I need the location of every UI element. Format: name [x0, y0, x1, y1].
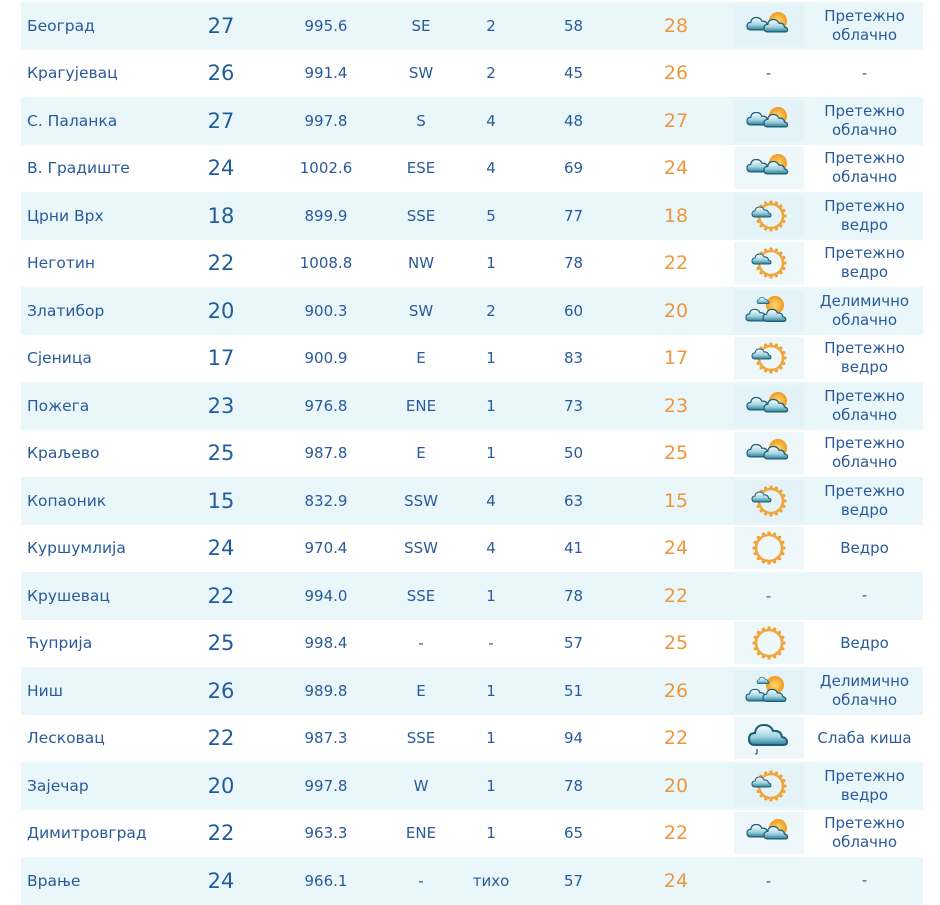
partly-cloudy-icon: [734, 290, 804, 332]
table-row: [21, 810, 923, 858]
feels-like-temperature: 22: [621, 572, 731, 620]
humidity: 51: [526, 667, 621, 715]
table-row: [21, 620, 923, 668]
wind-direction: E: [386, 430, 456, 478]
table-row: [21, 572, 923, 620]
wind-direction: E: [386, 335, 456, 383]
pressure: 994.0: [266, 572, 386, 620]
station-name[interactable]: Пожега: [21, 382, 176, 430]
pressure: 899.9: [266, 192, 386, 240]
temperature: 26: [176, 667, 266, 715]
wind-speed: 4: [456, 477, 526, 525]
mostly-cloudy-icon: [734, 147, 804, 189]
weather-description: Претежно ведро: [806, 477, 923, 525]
weather-description: Претежно ведро: [806, 762, 923, 810]
weather-table: [21, 2, 923, 905]
pressure: 987.3: [266, 715, 386, 763]
mostly-clear-icon: [734, 242, 804, 284]
temperature: 23: [176, 382, 266, 430]
humidity: 63: [526, 477, 621, 525]
humidity: 83: [526, 335, 621, 383]
table-row: [21, 525, 923, 573]
wind-direction: SSE: [386, 572, 456, 620]
weather-description: Претежно ведро: [806, 192, 923, 240]
humidity: 78: [526, 572, 621, 620]
clear-icon: [734, 622, 804, 664]
weather-description: Делимично облачно: [806, 667, 923, 715]
temperature: 22: [176, 715, 266, 763]
table-row: [21, 97, 923, 145]
wind-speed: 1: [456, 240, 526, 288]
weather-icon-cell: [731, 240, 806, 288]
temperature: 25: [176, 430, 266, 478]
wind-direction: ENE: [386, 382, 456, 430]
station-name[interactable]: Ниш: [21, 667, 176, 715]
feels-like-temperature: 17: [621, 335, 731, 383]
temperature: 27: [176, 97, 266, 145]
wind-direction: ESE: [386, 145, 456, 193]
wind-speed: 4: [456, 525, 526, 573]
weather-description: Претежно ведро: [806, 240, 923, 288]
no-icon-placeholder: -: [765, 871, 772, 890]
pressure: 1008.8: [266, 240, 386, 288]
wind-speed: -: [456, 620, 526, 668]
mostly-cloudy-icon: [734, 100, 804, 142]
weather-description: -: [806, 572, 923, 620]
weather-description: Претежно облачно: [806, 2, 923, 50]
weather-icon-cell: [731, 572, 806, 620]
weather-description: Претежно ведро: [806, 335, 923, 383]
mostly-clear-icon: [734, 765, 804, 807]
mostly-clear-icon: [734, 337, 804, 379]
temperature: 15: [176, 477, 266, 525]
station-name[interactable]: Куршумлија: [21, 525, 176, 573]
weather-description: Ведро: [806, 525, 923, 573]
humidity: 58: [526, 2, 621, 50]
weather-description: Делимично облачно: [806, 287, 923, 335]
temperature: 20: [176, 287, 266, 335]
pressure: 995.6: [266, 2, 386, 50]
feels-like-temperature: 24: [621, 525, 731, 573]
feels-like-temperature: 15: [621, 477, 731, 525]
weather-table-body: [21, 2, 923, 905]
wind-speed: 1: [456, 715, 526, 763]
station-name[interactable]: Лесковац: [21, 715, 176, 763]
wind-direction: NW: [386, 240, 456, 288]
station-name[interactable]: Зајечар: [21, 762, 176, 810]
pressure: 997.8: [266, 762, 386, 810]
humidity: 60: [526, 287, 621, 335]
weather-icon-cell: [731, 192, 806, 240]
clear-icon: [734, 527, 804, 569]
weather-icon-cell: [731, 667, 806, 715]
station-name[interactable]: Београд: [21, 2, 176, 50]
humidity: 73: [526, 382, 621, 430]
station-name[interactable]: Сјеница: [21, 335, 176, 383]
weather-icon-cell: [731, 857, 806, 905]
mostly-cloudy-icon: [734, 432, 804, 474]
feels-like-temperature: 26: [621, 50, 731, 98]
table-row: [21, 192, 923, 240]
mostly-cloudy-icon: [734, 385, 804, 427]
weather-description: Ведро: [806, 620, 923, 668]
wind-direction: S: [386, 97, 456, 145]
station-name[interactable]: Димитровград: [21, 810, 176, 858]
wind-direction: SSE: [386, 715, 456, 763]
weather-icon-cell: [731, 97, 806, 145]
wind-direction: SSW: [386, 477, 456, 525]
weather-icon-cell: [731, 145, 806, 193]
feels-like-temperature: 23: [621, 382, 731, 430]
humidity: 65: [526, 810, 621, 858]
mostly-clear-icon: [734, 195, 804, 237]
temperature: 22: [176, 240, 266, 288]
temperature: 17: [176, 335, 266, 383]
feels-like-temperature: 26: [621, 667, 731, 715]
table-row: [21, 667, 923, 715]
wind-direction: ENE: [386, 810, 456, 858]
station-name[interactable]: Крушевац: [21, 572, 176, 620]
humidity: 48: [526, 97, 621, 145]
feels-like-temperature: 28: [621, 2, 731, 50]
weather-description: Слаба киша: [806, 715, 923, 763]
wind-speed: 1: [456, 762, 526, 810]
wind-direction: SSW: [386, 525, 456, 573]
station-name[interactable]: Златибор: [21, 287, 176, 335]
pressure: 900.3: [266, 287, 386, 335]
feels-like-temperature: 25: [621, 620, 731, 668]
temperature: 24: [176, 857, 266, 905]
weather-description: -: [806, 50, 923, 98]
station-name[interactable]: Крагујевац: [21, 50, 176, 98]
no-icon-placeholder: -: [765, 586, 772, 605]
wind-speed: 2: [456, 50, 526, 98]
table-row: [21, 857, 923, 905]
humidity: 57: [526, 620, 621, 668]
humidity: 57: [526, 857, 621, 905]
feels-like-temperature: 27: [621, 97, 731, 145]
wind-speed: 1: [456, 667, 526, 715]
humidity: 41: [526, 525, 621, 573]
pressure: 832.9: [266, 477, 386, 525]
weather-icon-cell: [731, 762, 806, 810]
pressure: 987.8: [266, 430, 386, 478]
humidity: 45: [526, 50, 621, 98]
weather-icon-cell: [731, 2, 806, 50]
table-row: [21, 240, 923, 288]
table-row: [21, 762, 923, 810]
mostly-clear-icon: [734, 480, 804, 522]
table-row: [21, 477, 923, 525]
table-row: [21, 145, 923, 193]
mostly-cloudy-icon: [734, 5, 804, 47]
table-row: [21, 430, 923, 478]
table-row: [21, 382, 923, 430]
temperature: 20: [176, 762, 266, 810]
temperature: 18: [176, 192, 266, 240]
table-row: [21, 715, 923, 763]
no-icon-placeholder: -: [765, 64, 772, 83]
feels-like-temperature: 20: [621, 287, 731, 335]
temperature: 26: [176, 50, 266, 98]
wind-speed: 2: [456, 287, 526, 335]
table-row: [21, 50, 923, 98]
weather-description: Претежно облачно: [806, 97, 923, 145]
weather-description: Претежно облачно: [806, 810, 923, 858]
weather-icon-cell: [731, 382, 806, 430]
temperature: 22: [176, 572, 266, 620]
feels-like-temperature: 22: [621, 240, 731, 288]
pressure: 963.3: [266, 810, 386, 858]
humidity: 78: [526, 762, 621, 810]
humidity: 50: [526, 430, 621, 478]
humidity: 69: [526, 145, 621, 193]
weather-description: Претежно облачно: [806, 382, 923, 430]
feels-like-temperature: 24: [621, 857, 731, 905]
pressure: 976.8: [266, 382, 386, 430]
temperature: 24: [176, 525, 266, 573]
wind-speed: 1: [456, 430, 526, 478]
pressure: 989.8: [266, 667, 386, 715]
station-name[interactable]: Црни Врх: [21, 192, 176, 240]
weather-description: Претежно облачно: [806, 430, 923, 478]
humidity: 78: [526, 240, 621, 288]
wind-direction: SW: [386, 50, 456, 98]
wind-direction: E: [386, 667, 456, 715]
feels-like-temperature: 24: [621, 145, 731, 193]
wind-direction: SSE: [386, 192, 456, 240]
station-name[interactable]: Краљево: [21, 430, 176, 478]
pressure: 970.4: [266, 525, 386, 573]
weather-table-container: [21, 2, 923, 905]
humidity: 94: [526, 715, 621, 763]
weather-icon-cell: [731, 287, 806, 335]
feels-like-temperature: 18: [621, 192, 731, 240]
feels-like-temperature: 25: [621, 430, 731, 478]
pressure: 991.4: [266, 50, 386, 98]
wind-speed: тихо: [456, 857, 526, 905]
humidity: 77: [526, 192, 621, 240]
wind-direction: -: [386, 857, 456, 905]
wind-speed: 5: [456, 192, 526, 240]
feels-like-temperature: 20: [621, 762, 731, 810]
table-row: [21, 335, 923, 383]
pressure: 1002.6: [266, 145, 386, 193]
weather-icon-cell: [731, 715, 806, 763]
weather-icon-cell: [731, 430, 806, 478]
station-name[interactable]: Ћуприја: [21, 620, 176, 668]
pressure: 900.9: [266, 335, 386, 383]
temperature: 22: [176, 810, 266, 858]
feels-like-temperature: 22: [621, 810, 731, 858]
weather-icon-cell: [731, 335, 806, 383]
weather-icon-cell: [731, 477, 806, 525]
station-name[interactable]: С. Паланка: [21, 97, 176, 145]
wind-speed: 2: [456, 2, 526, 50]
wind-speed: 1: [456, 572, 526, 620]
wind-speed: 1: [456, 810, 526, 858]
station-name[interactable]: Врање: [21, 857, 176, 905]
table-row: [21, 2, 923, 50]
station-name[interactable]: Неготин: [21, 240, 176, 288]
pressure: 998.4: [266, 620, 386, 668]
weather-description: Претежно облачно: [806, 145, 923, 193]
wind-speed: 4: [456, 145, 526, 193]
weather-description: -: [806, 857, 923, 905]
wind-direction: -: [386, 620, 456, 668]
weather-icon-cell: [731, 525, 806, 573]
station-name[interactable]: Копаоник: [21, 477, 176, 525]
temperature: 27: [176, 2, 266, 50]
station-name[interactable]: В. Градиште: [21, 145, 176, 193]
feels-like-temperature: 22: [621, 715, 731, 763]
partly-cloudy-icon: [734, 670, 804, 712]
pressure: 966.1: [266, 857, 386, 905]
temperature: 24: [176, 145, 266, 193]
weather-icon-cell: [731, 810, 806, 858]
mostly-cloudy-icon: [734, 812, 804, 854]
weather-icon-cell: [731, 620, 806, 668]
wind-direction: W: [386, 762, 456, 810]
light-rain-icon: [734, 717, 804, 759]
temperature: 25: [176, 620, 266, 668]
pressure: 997.8: [266, 97, 386, 145]
weather-icon-cell: [731, 50, 806, 98]
wind-direction: SE: [386, 2, 456, 50]
wind-direction: SW: [386, 287, 456, 335]
wind-speed: 4: [456, 97, 526, 145]
wind-speed: 1: [456, 335, 526, 383]
table-row: [21, 287, 923, 335]
wind-speed: 1: [456, 382, 526, 430]
